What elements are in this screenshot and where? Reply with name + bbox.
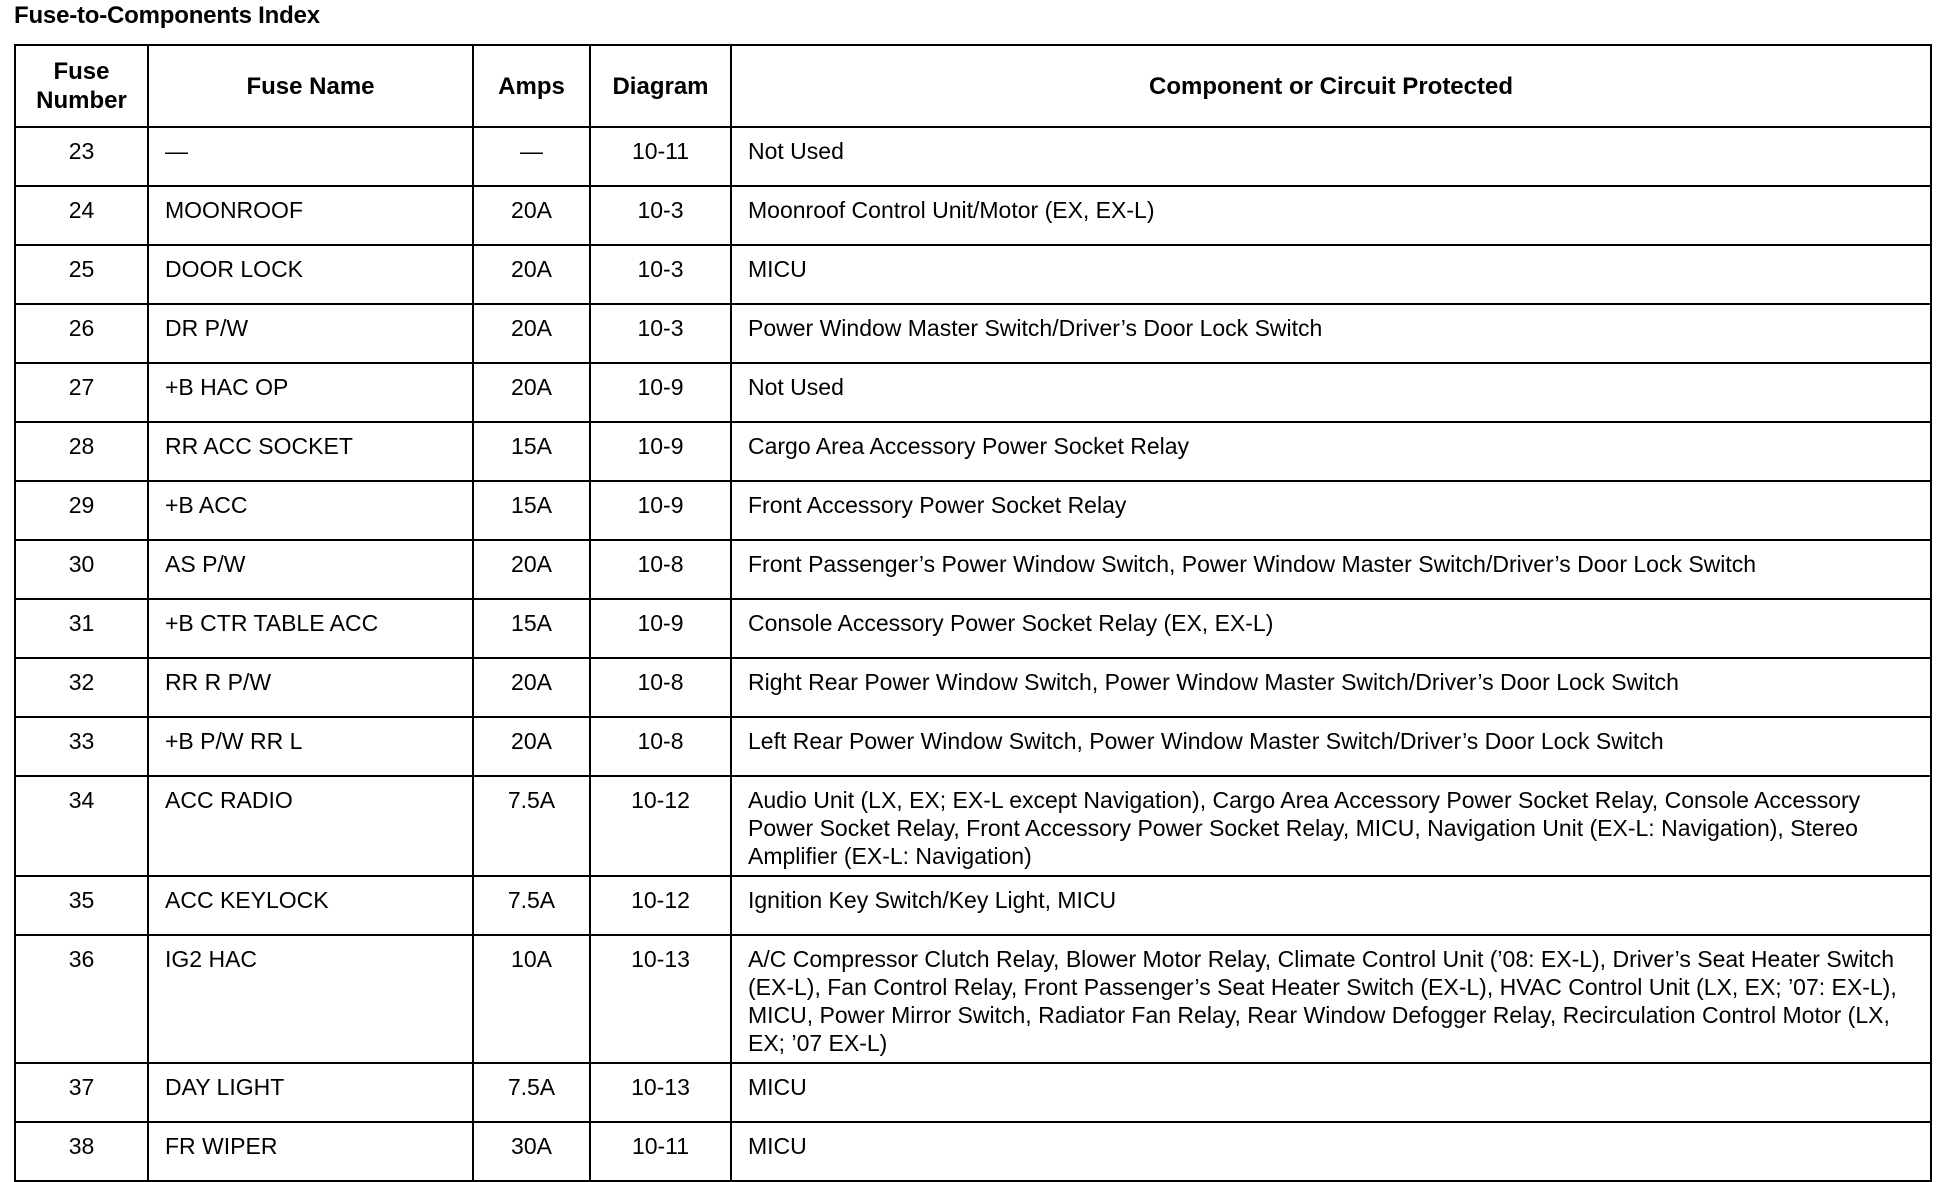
cell-fuse-name: DOOR LOCK xyxy=(148,245,473,304)
cell-fuse-name: +B HAC OP xyxy=(148,363,473,422)
cell-diagram: 10-12 xyxy=(590,776,731,876)
table-row xyxy=(15,717,1931,776)
cell-fuse-number: 32 xyxy=(15,658,148,717)
cell-amps: 30A xyxy=(473,1122,590,1181)
cell-diagram: 10-11 xyxy=(590,127,731,186)
table-header-row xyxy=(15,45,1931,127)
cell-diagram: 10-12 xyxy=(590,876,731,935)
cell-fuse-name: RR ACC SOCKET xyxy=(148,422,473,481)
cell-amps: 20A xyxy=(473,717,590,776)
cell-fuse-number: 29 xyxy=(15,481,148,540)
column-header-diagram: Diagram xyxy=(590,45,731,127)
cell-component: Console Accessory Power Socket Relay (EX, EX-L) xyxy=(731,599,1931,658)
cell-component: Not Used xyxy=(731,363,1931,422)
table-row xyxy=(15,481,1931,540)
table-row xyxy=(15,363,1931,422)
table-row xyxy=(15,422,1931,481)
column-header-amps: Amps xyxy=(473,45,590,127)
cell-fuse-number: 25 xyxy=(15,245,148,304)
column-header-fuse-number: Fuse Number xyxy=(15,45,148,127)
cell-fuse-number: 27 xyxy=(15,363,148,422)
cell-fuse-name: ACC KEYLOCK xyxy=(148,876,473,935)
cell-component: Right Rear Power Window Switch, Power Window Master Switch/Driver’s Door Lock Switch xyxy=(731,658,1931,717)
cell-diagram: 10-3 xyxy=(590,304,731,363)
table-row xyxy=(15,658,1931,717)
cell-fuse-number: 23 xyxy=(15,127,148,186)
cell-component: MICU xyxy=(731,1063,1931,1122)
cell-component: Power Window Master Switch/Driver’s Door Lock Switch xyxy=(731,304,1931,363)
cell-component: Audio Unit (LX, EX; EX-L except Navigation), Cargo Area Accessory Power Socket Relay, Console Accessory Power Socket Relay, Front Accessory Power Socket Relay, MICU, Navigation Unit (EX-L: Navigation), Stereo Amplifier (EX-L: Navigation) xyxy=(731,776,1931,876)
cell-amps: 10A xyxy=(473,935,590,1063)
cell-amps: 15A xyxy=(473,422,590,481)
cell-component: Not Used xyxy=(731,127,1931,186)
cell-fuse-name: DR P/W xyxy=(148,304,473,363)
table-row xyxy=(15,1063,1931,1122)
cell-diagram: 10-8 xyxy=(590,540,731,599)
page-title: Fuse-to-Components Index xyxy=(14,2,320,29)
table-row xyxy=(15,304,1931,363)
cell-diagram: 10-9 xyxy=(590,481,731,540)
cell-fuse-number: 37 xyxy=(15,1063,148,1122)
cell-fuse-name: RR R P/W xyxy=(148,658,473,717)
cell-amps: 20A xyxy=(473,186,590,245)
cell-component: Left Rear Power Window Switch, Power Window Master Switch/Driver’s Door Lock Switch xyxy=(731,717,1931,776)
cell-fuse-number: 31 xyxy=(15,599,148,658)
cell-component: Cargo Area Accessory Power Socket Relay xyxy=(731,422,1931,481)
table-row xyxy=(15,776,1931,876)
cell-fuse-name: +B P/W RR L xyxy=(148,717,473,776)
table-row xyxy=(15,935,1931,1063)
cell-fuse-number: 35 xyxy=(15,876,148,935)
table-row xyxy=(15,599,1931,658)
cell-diagram: 10-9 xyxy=(590,363,731,422)
cell-fuse-name: ACC RADIO xyxy=(148,776,473,876)
cell-fuse-number: 38 xyxy=(15,1122,148,1181)
cell-amps: 7.5A xyxy=(473,1063,590,1122)
cell-diagram: 10-9 xyxy=(590,422,731,481)
cell-diagram: 10-13 xyxy=(590,1063,731,1122)
cell-component: Moonroof Control Unit/Motor (EX, EX-L) xyxy=(731,186,1931,245)
table-row xyxy=(15,127,1931,186)
column-header-fuse-name: Fuse Name xyxy=(148,45,473,127)
cell-fuse-number: 26 xyxy=(15,304,148,363)
cell-fuse-number: 28 xyxy=(15,422,148,481)
cell-component: Front Accessory Power Socket Relay xyxy=(731,481,1931,540)
table-row xyxy=(15,876,1931,935)
cell-diagram: 10-13 xyxy=(590,935,731,1063)
cell-amps: 20A xyxy=(473,304,590,363)
cell-component: Front Passenger’s Power Window Switch, Power Window Master Switch/Driver’s Door Lock Switch xyxy=(731,540,1931,599)
column-header-component: Component or Circuit Protected xyxy=(731,45,1931,127)
cell-amps: 20A xyxy=(473,658,590,717)
cell-fuse-number: 30 xyxy=(15,540,148,599)
cell-fuse-number: 36 xyxy=(15,935,148,1063)
cell-fuse-name: +B ACC xyxy=(148,481,473,540)
table-body xyxy=(15,127,1931,1181)
cell-amps: 20A xyxy=(473,540,590,599)
cell-fuse-number: 34 xyxy=(15,776,148,876)
cell-diagram: 10-8 xyxy=(590,658,731,717)
cell-amps: 15A xyxy=(473,599,590,658)
table-row xyxy=(15,1122,1931,1181)
cell-diagram: 10-9 xyxy=(590,599,731,658)
cell-fuse-name: MOONROOF xyxy=(148,186,473,245)
cell-diagram: 10-3 xyxy=(590,186,731,245)
cell-component: A/C Compressor Clutch Relay, Blower Motor Relay, Climate Control Unit (’08: EX-L), Driver’s Seat Heater Switch (EX-L), Fan Control Relay, Front Passenger’s Seat Heater Switch (EX-L), HVAC Control Unit (LX, EX; ’07: EX-L), MICU, Power Mirror Switch, Radiator Fan Relay, Rear Window Defogger Relay, Recirculation Control Motor (LX, EX; ’07 EX-L) xyxy=(731,935,1931,1063)
cell-component: MICU xyxy=(731,245,1931,304)
cell-amps: 20A xyxy=(473,245,590,304)
table-row xyxy=(15,186,1931,245)
table-row xyxy=(15,245,1931,304)
cell-amps: — xyxy=(473,127,590,186)
fuse-index-table xyxy=(14,44,1932,1182)
cell-component: MICU xyxy=(731,1122,1931,1181)
cell-diagram: 10-3 xyxy=(590,245,731,304)
cell-fuse-name: AS P/W xyxy=(148,540,473,599)
cell-amps: 7.5A xyxy=(473,776,590,876)
cell-fuse-name: — xyxy=(148,127,473,186)
cell-diagram: 10-8 xyxy=(590,717,731,776)
cell-amps: 15A xyxy=(473,481,590,540)
cell-fuse-number: 24 xyxy=(15,186,148,245)
cell-amps: 20A xyxy=(473,363,590,422)
cell-amps: 7.5A xyxy=(473,876,590,935)
cell-component: Ignition Key Switch/Key Light, MICU xyxy=(731,876,1931,935)
cell-fuse-number: 33 xyxy=(15,717,148,776)
cell-fuse-name: FR WIPER xyxy=(148,1122,473,1181)
table-row xyxy=(15,540,1931,599)
cell-fuse-name: IG2 HAC xyxy=(148,935,473,1063)
cell-diagram: 10-11 xyxy=(590,1122,731,1181)
cell-fuse-name: +B CTR TABLE ACC xyxy=(148,599,473,658)
cell-fuse-name: DAY LIGHT xyxy=(148,1063,473,1122)
